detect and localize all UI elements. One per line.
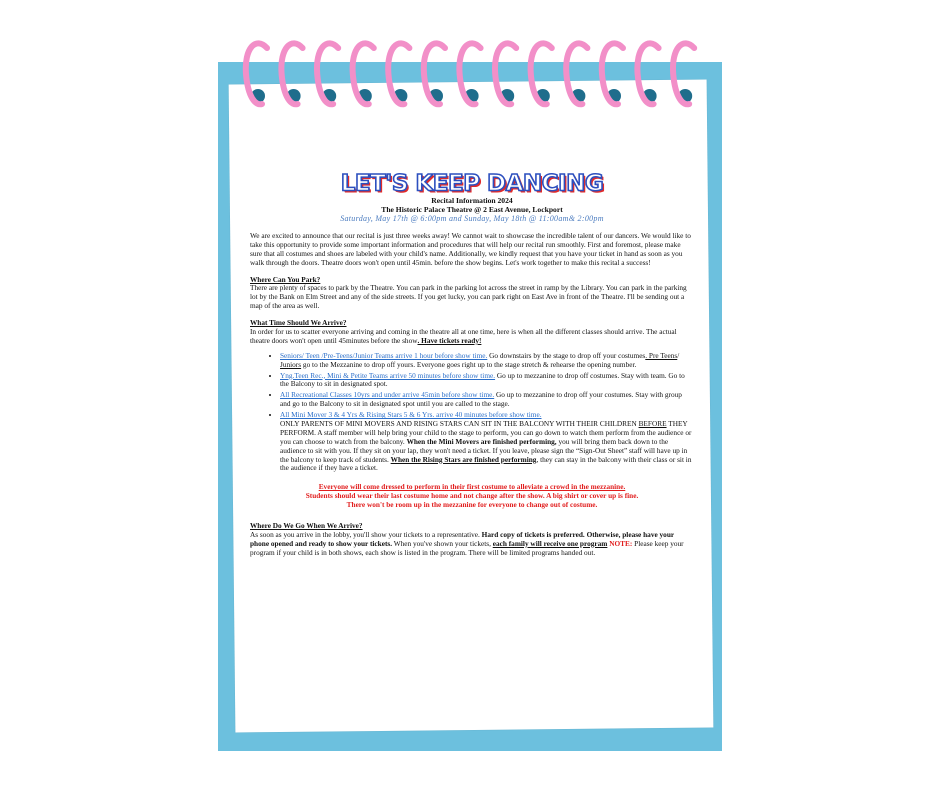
mini-movers-arrival-link[interactable]: All Mini Mover 3 & 4 Yrs & Rising Stars 5 & 6 Yrs. arrive 40 minutes before show time. — [280, 410, 542, 420]
list-text-bold-underlined: When the Rising Stars are finished performing — [390, 454, 537, 464]
seniors-arrival-link[interactable]: Seniors/ Teen /Pre-Teens/Junior Teams arrive 1 hour before show time. — [280, 350, 488, 360]
list-text-underlined: . Pre Teens — [645, 350, 678, 360]
costume-notice-line: Everyone will come dressed to perform in their first costume to alleviate a crowd in the mezzanine. — [318, 482, 626, 492]
recreational-arrival-link[interactable]: All Recreational Classes 10yrs and under arrive 45min before show time. — [280, 390, 495, 400]
list-item — [280, 372, 694, 390]
document-title: LET'S KEEP DANCING — [340, 171, 604, 197]
list-item — [280, 352, 694, 370]
list-text: Go downstairs by the stage to drop off your costumes — [487, 350, 646, 360]
note-label: NOTE: — [607, 538, 633, 548]
entry-heading: Where Do We Go When We Arrive? — [250, 521, 363, 531]
costume-notice — [250, 483, 694, 510]
arrival-times-list — [250, 352, 694, 474]
list-text: you will bring them back down to the audience to sit with you. If they sit on your lap, they won't need a ticket. If you leave, please sign the “Sign-Out Sheet” staff will have up in the balcony to keep track of students. — [280, 436, 688, 464]
list-text-bold: When the Mini Movers are finished performing, — [406, 436, 557, 446]
young-teen-arrival-link[interactable]: Yng.Teen Rec., Mini & Petite Teams arrive 50 minutes before show time. — [280, 370, 496, 380]
parking-heading: Where Can You Park? — [250, 274, 321, 284]
spiral-binding-rings — [232, 34, 702, 114]
arrival-heading: What Time Should We Arrive? — [250, 318, 347, 328]
list-text-underlined: BEFORE — [638, 419, 667, 429]
recital-info-heading: Recital Information 2024 — [431, 196, 513, 205]
costume-notice-line: There won't be room up in the mezzanine for everyone to change out of costume. — [346, 500, 598, 510]
parking-paragraph: There are plenty of spaces to park by the Theatre. You can park in the parking lot across the street in ramp by the Library. You can park in the parking lot by the Bank on Elm Street and any of the side streets. If you get lucky, you can park right on East Ave in front of the Theatre. I'll be sending out a map of the area as well. — [250, 283, 687, 311]
entry-text: When you've shown your tickets, — [392, 538, 493, 548]
list-text-underlined: Juniors — [280, 359, 302, 369]
entry-paragraph — [250, 531, 694, 558]
document-content — [250, 172, 694, 564]
intro-paragraph: We are excited to announce that our recital is just three weeks away! We cannot wait to showcase the incredible talent of our dancers. We would like to take this opportunity to provide some important information and procedures that will help our recital run smoothly. First and foremost, please make sure that all costumes and shoes are labeled with your child's name. Additionally, we kindly request that you have your ticket in hand as soon as you walk through the doors. Theatre doors won't open until 45min. before the show begins. Let's work together to make this recital a success! — [250, 231, 691, 267]
entry-text-bold: Hard copy of tickets is preferred. Otherwise, please have your phone opened and ready to show your tickets. — [250, 529, 674, 548]
list-item — [280, 391, 694, 409]
list-text: , they can stay in the balcony with their class or sit in the audience if they have a ticket. — [280, 454, 692, 473]
list-text: go to the Mezzanine to drop off yours. Everyone goes right up to the stage stretch & rehearse the opening number. — [301, 359, 637, 369]
list-text: Go up to mezzanine to drop off your costumes. Stay with group and go to the Balcony to sit in designated spot until you are called to the stage. — [280, 390, 682, 409]
tickets-ready-emphasis: . Have tickets ready! — [417, 335, 482, 345]
entry-text-bold-underlined: each family will receive one program — [492, 538, 608, 548]
entry-text: Please keep your program if your child is in both shows, each show is listed in the program. There will be limited programs handed out. — [250, 538, 684, 557]
arrival-body: In order for us to scatter everyone arriving and coming in the theatre all at one time, here is when all the different classes should arrive. The actual theatre doors won't open until 45minutes before the show — [250, 327, 677, 345]
list-text: THEY PERFORM. A staff member will help bring your child to the stage to perform, you can go down to watch them perform from the audience or you can choose to watch from the balcony. — [280, 419, 692, 446]
list-text: / — [677, 350, 680, 360]
costume-notice-line: Students should wear their last costume home and not change after the show. A big shirt or cover up is fine. — [305, 491, 639, 501]
show-dates: Saturday, May 17th @ 6:00pm and Sunday, May 18th @ 11:00am& 2:00pm — [340, 214, 604, 223]
entry-text: As soon as you arrive in the lobby, you'll show your tickets to a representative. — [250, 529, 482, 539]
arrival-paragraph — [250, 328, 694, 346]
list-item — [280, 411, 694, 473]
list-text: ONLY PARENTS OF MINI MOVERS AND RISING STARS CAN SIT IN THE BALCONY WITH THEIR CHILDREN — [280, 419, 639, 429]
list-text: Go up to mezzanine to drop off costumes. Stay with team. Go to the Balcony to sit in designated spot. — [280, 370, 685, 389]
venue-heading: The Historic Palace Theatre @ 2 East Avenue, Lockport — [381, 205, 563, 214]
